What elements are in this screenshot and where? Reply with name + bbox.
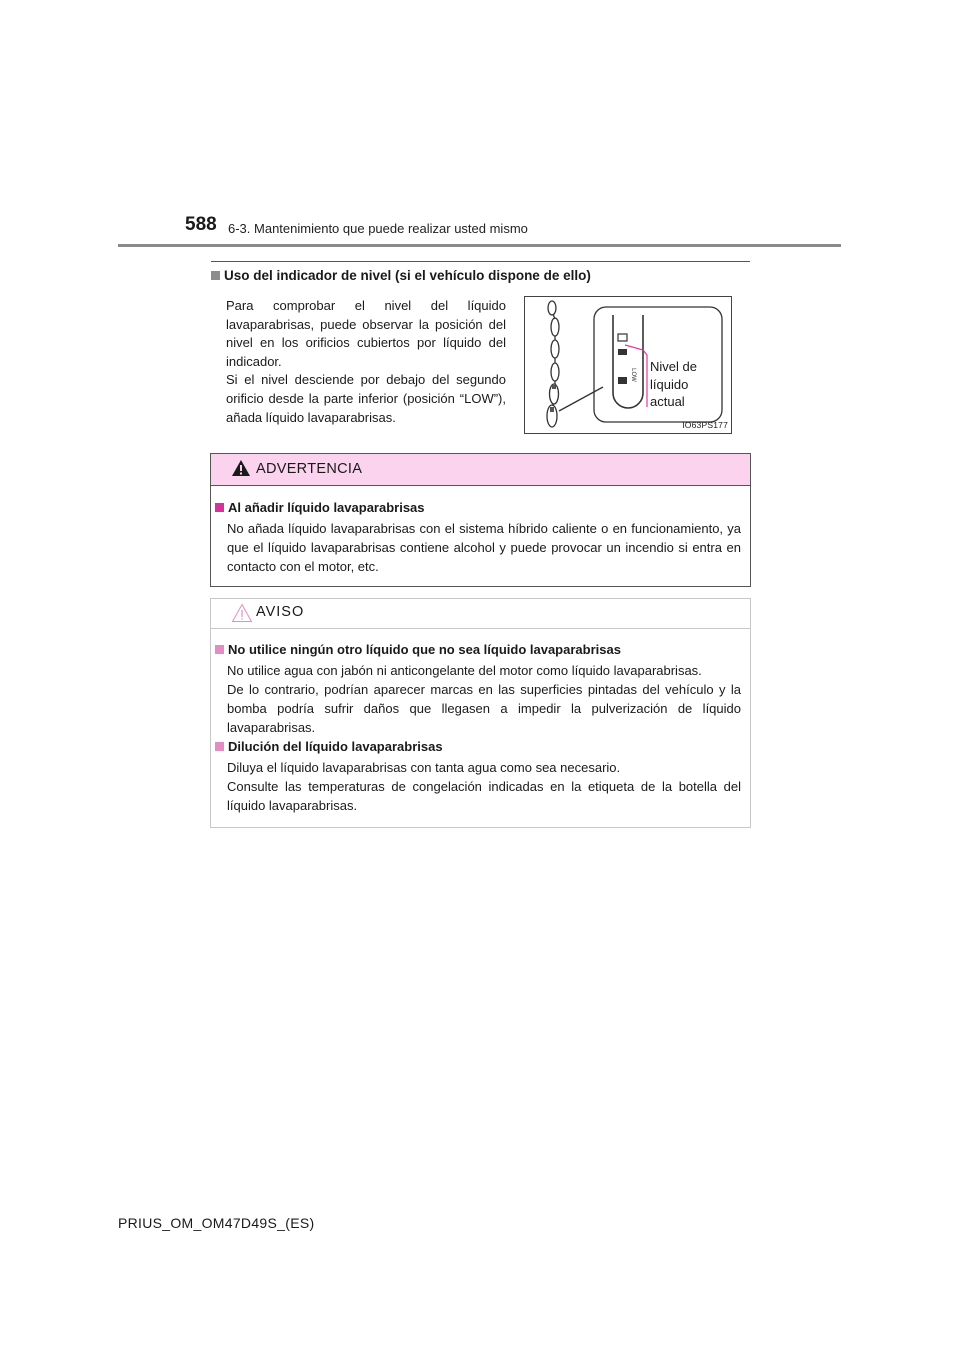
notice-item-text [227, 661, 741, 737]
section-rule [211, 261, 750, 262]
body-paragraph: Si el nivel desciende por debajo del segundo orificio desde la parte inferior (posición “LOW”), añada líquido lavaparabrisas. [226, 372, 506, 425]
notice-triangle-icon [231, 603, 253, 623]
notice-item-text [227, 758, 741, 815]
section-body [226, 297, 506, 427]
current-level-callout [650, 358, 697, 411]
warning-item-heading [215, 500, 425, 515]
dipstick-illustration [525, 297, 733, 435]
notice-item-heading-text: No utilice ningún otro líquido que no sea líquido lavaparabrisas [228, 642, 621, 657]
square-bullet-icon [211, 271, 220, 280]
notice-item-line: Consulte las temperaturas de congelación indicadas en la etiqueta de la botella del líquido lavaparabrisas. [227, 779, 741, 813]
notice-item-line: No utilice agua con jabón ni anticongelante del motor como líquido lavaparabrisas. [227, 663, 702, 678]
notice-box [210, 598, 751, 828]
square-bullet-icon [215, 503, 224, 512]
body-paragraph: Para comprobar el nivel del líquido lavaparabrisas, puede observar la posición del nivel en los orificios cubiertos por líquido del indicador. [226, 298, 506, 369]
gauge-low-label: LOW [630, 368, 636, 382]
warning-box [210, 453, 751, 587]
page-number: 588 [185, 214, 217, 235]
warning-title: ADVERTENCIA [256, 461, 363, 477]
notice-header [211, 599, 750, 629]
square-bullet-icon [215, 742, 224, 751]
figure-code: IO63PS177 [682, 420, 728, 430]
warning-triangle-icon [231, 459, 251, 477]
notice-item-heading [215, 642, 621, 657]
warning-header [211, 454, 750, 486]
warning-item-text [227, 519, 741, 576]
notice-item-heading-text: Dilución del líquido lavaparabrisas [228, 739, 443, 754]
notice-title: AVISO [256, 604, 305, 620]
warning-item-heading-text: Al añadir líquido lavaparabrisas [228, 500, 425, 515]
square-bullet-icon [215, 645, 224, 654]
header-rule [118, 244, 841, 247]
section-heading [211, 268, 591, 283]
notice-item-heading [215, 739, 443, 754]
document-code: PRIUS_OM_OM47D49S_(ES) [118, 1215, 315, 1231]
notice-item-line: Diluya el líquido lavaparabrisas con tanta agua como sea necesario. [227, 760, 621, 775]
callout-line: actual [650, 394, 685, 409]
section-heading-text: Uso del indicador de nivel (si el vehículo dispone de ello) [224, 268, 591, 283]
warning-item-line: No añada líquido lavaparabrisas con el sistema híbrido caliente o en funcionamiento, ya que el líquido lavaparabrisas contiene alcohol y puede provocar un incendio si entra en contacto con el motor, etc. [227, 521, 741, 574]
level-gauge-figure [524, 296, 732, 434]
callout-line: líquido [650, 376, 689, 392]
callout-line: Nivel de [650, 359, 697, 374]
chapter-title: 6-3. Mantenimiento que puede realizar usted mismo [228, 221, 528, 236]
notice-item-line: De lo contrario, podrían aparecer marcas en las superficies pintadas del vehículo y la bomba podría sufrir daños que llegasen a impedir la pulverización de líquido lavaparabrisas. [227, 682, 741, 735]
